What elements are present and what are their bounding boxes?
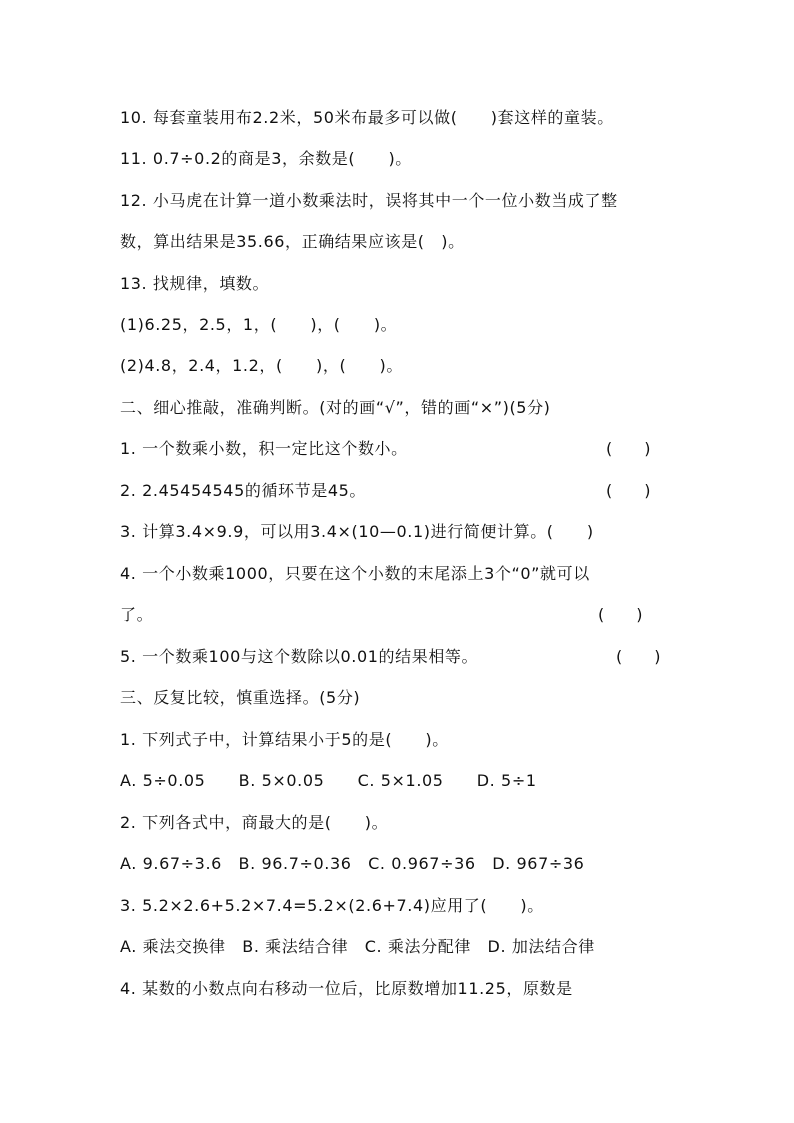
choice-question-3: 3. 5.2×2.6+5.2×7.4=5.2×(2.6+7.4)应用了( )。 bbox=[120, 896, 544, 915]
judge-answer-blank-4: ( ) bbox=[598, 605, 643, 624]
question-12-line-2: 数，算出结果是35.66，正确结果应该是( )。 bbox=[120, 232, 465, 251]
section-2-heading: 二、细心推敲，准确判断。(对的画“√”，错的画“×”)(5分) bbox=[120, 398, 551, 417]
judge-question-3: 3. 计算3.4×9.9，可以用3.4×(10—0.1)进行简便计算。( ) bbox=[120, 522, 594, 541]
choice-question-4: 4. 某数的小数点向右移动一位后，比原数增加11.25，原数是 bbox=[120, 979, 573, 998]
question-11: 11. 0.7÷0.2的商是3，余数是( )。 bbox=[120, 149, 412, 168]
judge-question-5: 5. 一个数乘100与这个数除以0.01的结果相等。 bbox=[120, 647, 479, 666]
choice-question-1-options: A. 5÷0.05 B. 5×0.05 C. 5×1.05 D. 5÷1 bbox=[120, 771, 537, 790]
judge-question-4-line-1: 4. 一个小数乘1000，只要在这个小数的末尾添上3个“0”就可以 bbox=[120, 564, 590, 583]
question-13-part-1: (1)6.25，2.5，1，( )，( )。 bbox=[120, 315, 398, 334]
judge-question-2: 2. 2.45454545的循环节是45。 bbox=[120, 481, 367, 500]
choice-question-1: 1. 下列式子中，计算结果小于5的是( )。 bbox=[120, 730, 449, 749]
question-12-line-1: 12. 小马虎在计算一道小数乘法时，误将其中一个一位小数当成了整 bbox=[120, 191, 618, 210]
judge-answer-blank-1: ( ) bbox=[606, 439, 651, 458]
judge-answer-blank-2: ( ) bbox=[606, 481, 651, 500]
choice-question-2: 2. 下列各式中，商最大的是( )。 bbox=[120, 813, 389, 832]
question-10: 10. 每套童装用布2.2米，50米布最多可以做( )套这样的童装。 bbox=[120, 108, 614, 127]
judge-answer-blank-5: ( ) bbox=[616, 647, 661, 666]
question-13-part-2: (2)4.8，2.4，1.2，( )，( )。 bbox=[120, 356, 403, 375]
question-13: 13. 找规律，填数。 bbox=[120, 274, 270, 293]
judge-question-1: 1. 一个数乘小数，积一定比这个数小。 bbox=[120, 439, 408, 458]
choice-question-3-options: A. 乘法交换律 B. 乘法结合律 C. 乘法分配律 D. 加法结合律 bbox=[120, 937, 595, 956]
section-3-heading: 三、反复比较，慎重选择。(5分) bbox=[120, 688, 361, 707]
judge-question-4-line-2: 了。 bbox=[120, 605, 154, 624]
choice-question-2-options: A. 9.67÷3.6 B. 96.7÷0.36 C. 0.967÷36 D. 967÷36 bbox=[120, 854, 585, 873]
